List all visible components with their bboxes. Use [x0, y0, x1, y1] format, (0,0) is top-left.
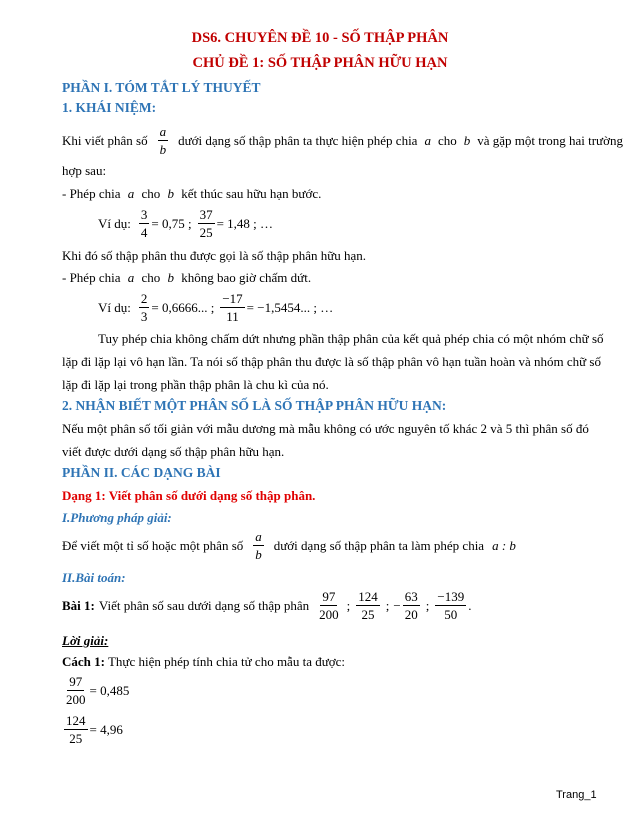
fraction-numerator: 124: [358, 589, 378, 604]
example-label: Ví dụ:: [98, 299, 131, 315]
case2-var-b: b: [167, 270, 175, 285]
topic-title: CHỦ ĐỀ 1: SỐ THẬP PHÂN HỮU HẠN: [192, 55, 448, 71]
definition-text-b: dưới dạng số thập phân ta thực hiện phép chia: [178, 132, 418, 148]
part1-heading: PHẦN I. TÓM TẮT LÝ THUYẾT: [62, 80, 261, 95]
case1-text-a: - Phép chia: [62, 186, 121, 201]
page-footer: Trang_1: [556, 789, 597, 801]
example1-value2: = 1,48 ; …: [216, 215, 274, 231]
paragraph1-line1: Tuy phép chia không chấm dứt nhưng phần thập phân của kết quả phép chia có một nhóm chữ số: [98, 331, 604, 346]
dang1-heading: Dạng 1: Viết phân số dưới dạng số thập phân.: [62, 488, 316, 503]
fraction-numerator: 97: [69, 674, 83, 689]
case2-text-a: - Phép chia: [62, 270, 121, 285]
bai1-sign3: −: [393, 597, 401, 613]
fraction-denominator: 20: [404, 607, 418, 622]
result1-value: = 0,485: [89, 682, 130, 698]
fraction-numerator: a: [255, 529, 262, 544]
fraction-numerator: 37: [199, 207, 213, 222]
method-fraction-a-over-b: [253, 530, 264, 561]
rule-line1: Nếu một phân số tối giản với mẫu dương mà mẫu không có ước nguyên tố khác 2 và 5 thì phân số đó: [62, 421, 589, 436]
method-line: [62, 530, 516, 561]
example2-value2: = −1,5454... ; …: [246, 299, 334, 315]
fraction-numerator: 63: [404, 589, 418, 604]
example2-value1: = 0,6666... ;: [151, 299, 215, 315]
result2-fraction: [64, 714, 88, 745]
fraction-denominator: 25: [199, 225, 213, 240]
fraction-numerator: 97: [322, 589, 336, 604]
result1-line: [62, 675, 129, 706]
definition-text-d: và gặp một trong hai trường: [477, 132, 623, 148]
fraction-numerator: 124: [66, 713, 86, 728]
method-division: a : b: [492, 537, 516, 553]
bai1-separator1: ;: [346, 597, 351, 613]
fraction-a-over-b: [158, 125, 169, 156]
fraction-numerator: 2: [140, 291, 148, 306]
fraction-denominator: 3: [140, 309, 148, 324]
fraction-denominator: 200: [66, 692, 86, 707]
example1-value1: = 0,75 ;: [151, 215, 192, 231]
bai1-separator2: ;: [385, 597, 390, 613]
definition-text-a: Khi viết phân số: [62, 132, 148, 148]
paragraph1-line2: lặp đi lặp lại vô hạn lần. Ta nói số thập phân thu được là số thập phân vô hạn tuần hoàn và nhóm chữ số: [62, 354, 601, 369]
fraction-denominator: b: [255, 547, 262, 562]
bai1-label: Bài 1:: [62, 597, 95, 613]
case2-var-a: a: [127, 270, 135, 285]
var-a: a: [424, 132, 431, 148]
fraction-numerator: −17: [222, 291, 243, 306]
fraction-numerator: 3: [140, 207, 148, 222]
exercise-heading: II.Bài toán:: [62, 570, 126, 585]
example1-fraction1: [139, 208, 150, 239]
fraction-numerator: −139: [437, 589, 465, 604]
bai1-fraction1: [317, 590, 341, 621]
case2-text-c: không bao giờ chấm dứt.: [181, 270, 312, 285]
case1-line: [62, 186, 321, 202]
bai1-separator3: ;: [425, 597, 430, 613]
example2-fraction2: [220, 292, 244, 323]
definition-line: [62, 125, 623, 156]
bai1-end: .: [468, 597, 472, 613]
fraction-denominator: 50: [444, 607, 458, 622]
cach1-label: Cách 1:: [62, 654, 105, 669]
document-title: DS6. CHUYÊN ĐỀ 10 - SỐ THẬP PHÂN: [191, 30, 449, 46]
section1-heading: 1. KHÁI NIỆM:: [62, 100, 157, 115]
finite-note: Khi đó số thập phân thu được gọi là số thập phân hữu hạn.: [62, 248, 367, 263]
case2-text-b: cho: [141, 270, 161, 285]
cach1-line: [62, 654, 345, 670]
example2-fraction1: [139, 292, 150, 323]
example1-line: [98, 208, 273, 239]
result2-line: [62, 714, 123, 745]
method-heading: I.Phương pháp giải:: [62, 510, 172, 525]
fraction-denominator: 4: [140, 225, 148, 240]
bai1-line: [62, 590, 471, 621]
fraction-numerator: a: [159, 124, 167, 139]
solution-heading: Lời giải:: [62, 633, 109, 648]
fraction-denominator: 25: [69, 731, 83, 746]
fraction-denominator: 200: [319, 607, 339, 622]
case1-var-b: b: [167, 186, 175, 201]
var-b: b: [463, 132, 471, 148]
section2-heading: 2. NHẬN BIẾT MỘT PHÂN SỐ LÀ SỐ THẬP PHÂN HỮU HẠN:: [62, 398, 447, 413]
fraction-denominator: 11: [226, 309, 239, 324]
example2-line: [98, 292, 333, 323]
definition-text-c: cho: [437, 132, 457, 148]
paragraph1-line3: lặp đi lặp lại trong phần thập phân là chu kì của nó.: [62, 377, 329, 392]
bai1-fraction4: [435, 590, 466, 621]
example-label: Ví dụ:: [98, 215, 131, 231]
case2-line: [62, 270, 311, 286]
result2-value: = 4,96: [89, 721, 123, 737]
bai1-fraction3: [403, 590, 420, 621]
method-text-a: Để viết một tỉ số hoặc một phân số: [62, 537, 244, 553]
rule-line2: viết được dưới dạng số thập phân hữu hạn.: [62, 444, 285, 459]
example1-fraction2: [198, 208, 215, 239]
part2-heading: PHẦN II. CÁC DẠNG BÀI: [62, 465, 221, 480]
case1-text-c: kết thúc sau hữu hạn bước.: [181, 186, 322, 201]
case1-text-b: cho: [141, 186, 161, 201]
fraction-denominator: 25: [361, 607, 375, 622]
bai1-fraction2: [356, 590, 380, 621]
fraction-denominator: b: [159, 142, 167, 157]
bai1-text: Viết phân số sau dưới dạng số thập phân: [98, 597, 310, 613]
result1-fraction: [64, 675, 88, 706]
case1-var-a: a: [127, 186, 135, 201]
cach1-text: Thực hiện phép tính chia tử cho mẫu ta được:: [107, 654, 346, 669]
method-text-b: dưới dạng số thập phân ta làm phép chia: [273, 537, 485, 553]
definition-continuation: hợp sau:: [62, 163, 107, 178]
